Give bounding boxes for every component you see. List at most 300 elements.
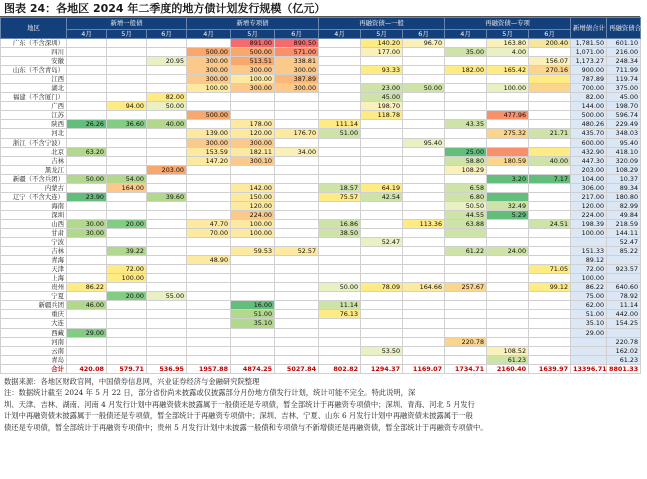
table-row bbox=[1, 346, 641, 355]
value-cell: 177.00 bbox=[361, 48, 403, 57]
value-cell bbox=[403, 355, 445, 364]
value-cell bbox=[319, 355, 361, 364]
value-cell bbox=[487, 292, 529, 301]
value-cell bbox=[147, 129, 187, 138]
value-cell bbox=[275, 156, 319, 165]
value-cell bbox=[107, 75, 147, 84]
region-cell: 重庆 bbox=[1, 310, 67, 319]
value-cell: 338.81 bbox=[275, 57, 319, 66]
value-cell: 58.80 bbox=[445, 156, 487, 165]
table-row bbox=[1, 129, 641, 138]
header-month: 4月 bbox=[319, 30, 361, 39]
value-cell bbox=[403, 201, 445, 210]
value-cell bbox=[403, 301, 445, 310]
value-cell bbox=[187, 247, 231, 256]
value-cell bbox=[67, 247, 107, 256]
value-cell bbox=[187, 274, 231, 283]
total-cell: 306.00 bbox=[571, 183, 607, 192]
value-cell bbox=[487, 192, 529, 201]
value-cell: 32.49 bbox=[487, 201, 529, 210]
value-cell bbox=[147, 346, 187, 355]
value-cell bbox=[529, 147, 571, 156]
value-cell: 52.47 bbox=[361, 238, 403, 247]
value-cell bbox=[67, 138, 107, 147]
value-cell: 100.00 bbox=[231, 219, 275, 228]
total-cell bbox=[571, 355, 607, 364]
region-cell: 山东（不含青岛） bbox=[1, 66, 67, 75]
value-cell bbox=[275, 183, 319, 192]
value-cell bbox=[361, 57, 403, 66]
value-cell bbox=[147, 84, 187, 93]
value-cell bbox=[445, 301, 487, 310]
value-cell bbox=[275, 201, 319, 210]
total-cell: 787.89 bbox=[571, 75, 607, 84]
total-value: 802.82 bbox=[319, 364, 361, 373]
value-cell: 70.00 bbox=[187, 228, 231, 237]
table-row bbox=[1, 93, 641, 102]
value-cell bbox=[319, 247, 361, 256]
table-row bbox=[1, 147, 641, 156]
value-cell bbox=[147, 238, 187, 247]
value-cell bbox=[275, 283, 319, 292]
total-cell: 85.22 bbox=[607, 247, 641, 256]
footnote-line: 债还是专项债，暂全部统计于再融资专项债中；贵州 5 月发行计划中未披露一般债和专项债与不新增债还是再融资债，暂全部统计于再融资专项债中。 bbox=[4, 422, 488, 432]
total-cell: 162.02 bbox=[607, 346, 641, 355]
total-cell: 51.00 bbox=[571, 310, 607, 319]
total-cell: 151.33 bbox=[571, 247, 607, 256]
value-cell: 42.54 bbox=[361, 192, 403, 201]
table-row bbox=[1, 48, 641, 57]
value-cell bbox=[187, 238, 231, 247]
value-cell bbox=[67, 165, 107, 174]
value-cell: 100.00 bbox=[487, 84, 529, 93]
value-cell bbox=[361, 129, 403, 138]
value-cell bbox=[107, 129, 147, 138]
value-cell bbox=[187, 39, 231, 48]
value-cell bbox=[187, 301, 231, 310]
value-cell bbox=[67, 201, 107, 210]
value-cell bbox=[67, 310, 107, 319]
total-cell: 447.30 bbox=[571, 156, 607, 165]
total-cell: 82.00 bbox=[571, 93, 607, 102]
value-cell bbox=[67, 210, 107, 219]
value-cell bbox=[319, 39, 361, 48]
region-cell: 浙江（不含宁波） bbox=[1, 138, 67, 147]
value-cell: 387.89 bbox=[275, 75, 319, 84]
value-cell bbox=[147, 355, 187, 364]
value-cell bbox=[67, 238, 107, 247]
value-cell bbox=[487, 75, 529, 84]
page-title: 图表 24：各地区 2024 年二季度的地方债计划发行规模（亿元） bbox=[0, 0, 640, 17]
total-cell: 320.09 bbox=[607, 156, 641, 165]
total-cell: 61.23 bbox=[607, 355, 641, 364]
value-cell bbox=[107, 48, 147, 57]
value-cell: 300.00 bbox=[231, 84, 275, 93]
total-cell: 600.00 bbox=[571, 138, 607, 147]
total-cell: 700.00 bbox=[571, 84, 607, 93]
region-cell: 深圳 bbox=[1, 210, 67, 219]
value-cell: 5.29 bbox=[487, 210, 529, 219]
value-cell bbox=[445, 129, 487, 138]
table-row bbox=[1, 111, 641, 120]
value-cell: 198.70 bbox=[361, 102, 403, 111]
total-cell: 144.00 bbox=[571, 102, 607, 111]
value-cell bbox=[361, 174, 403, 183]
value-cell bbox=[529, 337, 571, 346]
header-group: 再融资债—一般 bbox=[319, 18, 445, 30]
region-cell: 新疆兵团 bbox=[1, 301, 67, 310]
value-cell bbox=[403, 292, 445, 301]
header-month: 6月 bbox=[147, 30, 187, 39]
value-cell: 48.90 bbox=[187, 256, 231, 265]
value-cell bbox=[147, 174, 187, 183]
value-cell bbox=[275, 238, 319, 247]
value-cell bbox=[107, 256, 147, 265]
value-cell bbox=[361, 292, 403, 301]
table-row bbox=[1, 138, 641, 147]
total-cell: 78.92 bbox=[607, 292, 641, 301]
value-cell: 39.22 bbox=[107, 247, 147, 256]
value-cell: 500.00 bbox=[187, 48, 231, 57]
header-month: 5月 bbox=[107, 30, 147, 39]
value-cell bbox=[319, 156, 361, 165]
value-cell bbox=[231, 256, 275, 265]
value-cell: 54.00 bbox=[107, 174, 147, 183]
value-cell: 50.00 bbox=[403, 84, 445, 93]
value-cell: 147.20 bbox=[187, 156, 231, 165]
value-cell bbox=[529, 238, 571, 247]
value-cell bbox=[403, 111, 445, 120]
table-row bbox=[1, 219, 641, 228]
value-cell: 21.71 bbox=[529, 129, 571, 138]
value-cell bbox=[445, 228, 487, 237]
total-cell: 218.59 bbox=[607, 219, 641, 228]
value-cell bbox=[403, 274, 445, 283]
value-cell bbox=[67, 111, 107, 120]
value-cell bbox=[319, 75, 361, 84]
value-cell bbox=[275, 337, 319, 346]
value-cell: 4.00 bbox=[487, 48, 529, 57]
value-cell bbox=[107, 57, 147, 66]
total-cell: 86.22 bbox=[571, 283, 607, 292]
value-cell bbox=[445, 93, 487, 102]
value-cell bbox=[147, 247, 187, 256]
value-cell: 300.00 bbox=[275, 84, 319, 93]
value-cell bbox=[403, 228, 445, 237]
value-cell bbox=[275, 228, 319, 237]
value-cell: 30.00 bbox=[67, 219, 107, 228]
value-cell: 890.50 bbox=[275, 39, 319, 48]
value-cell bbox=[107, 93, 147, 102]
value-cell bbox=[147, 274, 187, 283]
value-cell bbox=[187, 337, 231, 346]
value-cell: 16.00 bbox=[231, 301, 275, 310]
region-cell: 青海 bbox=[1, 256, 67, 265]
value-cell bbox=[319, 102, 361, 111]
region-cell: 安徽 bbox=[1, 57, 67, 66]
value-cell: 139.00 bbox=[187, 129, 231, 138]
value-cell: 176.70 bbox=[275, 129, 319, 138]
value-cell: 61.23 bbox=[487, 355, 529, 364]
value-cell bbox=[67, 265, 107, 274]
header-region: 地区 bbox=[1, 18, 67, 39]
total-cell: 1,781.50 bbox=[571, 39, 607, 48]
value-cell bbox=[187, 183, 231, 192]
value-cell bbox=[147, 48, 187, 57]
value-cell bbox=[361, 138, 403, 147]
value-cell bbox=[445, 292, 487, 301]
total-cell: 900.00 bbox=[571, 66, 607, 75]
region-cell: 河南 bbox=[1, 337, 67, 346]
total-cell: 10.37 bbox=[607, 174, 641, 183]
table-row bbox=[1, 238, 641, 247]
value-cell bbox=[107, 210, 147, 219]
value-cell bbox=[361, 147, 403, 156]
value-cell bbox=[147, 319, 187, 328]
header-group: 新增债合计 bbox=[571, 18, 607, 39]
value-cell bbox=[147, 39, 187, 48]
total-cell bbox=[571, 346, 607, 355]
total-cell: 95.40 bbox=[607, 138, 641, 147]
value-cell bbox=[403, 310, 445, 319]
region-cell: 云南 bbox=[1, 346, 67, 355]
value-cell bbox=[361, 75, 403, 84]
table-row bbox=[1, 210, 641, 219]
total-cell: 216.00 bbox=[607, 48, 641, 57]
value-cell: 44.55 bbox=[445, 210, 487, 219]
total-cell bbox=[607, 256, 641, 265]
value-cell bbox=[275, 102, 319, 111]
table-row bbox=[1, 39, 641, 48]
value-cell bbox=[529, 319, 571, 328]
total-cell: 596.74 bbox=[607, 111, 641, 120]
value-cell: 150.00 bbox=[231, 192, 275, 201]
value-cell: 203.00 bbox=[147, 165, 187, 174]
value-cell bbox=[187, 265, 231, 274]
value-cell bbox=[361, 201, 403, 210]
value-cell bbox=[529, 292, 571, 301]
value-cell: 891.00 bbox=[231, 39, 275, 48]
value-cell bbox=[361, 256, 403, 265]
value-cell bbox=[403, 210, 445, 219]
value-cell bbox=[319, 147, 361, 156]
value-cell bbox=[403, 165, 445, 174]
value-cell: 94.00 bbox=[107, 102, 147, 111]
region-cell: 大连 bbox=[1, 319, 67, 328]
value-cell bbox=[529, 102, 571, 111]
value-cell: 11.14 bbox=[319, 301, 361, 310]
value-cell: 43.35 bbox=[445, 120, 487, 129]
total-cell: 640.60 bbox=[607, 283, 641, 292]
value-cell: 30.00 bbox=[67, 228, 107, 237]
value-cell bbox=[147, 310, 187, 319]
value-cell bbox=[231, 337, 275, 346]
value-cell bbox=[529, 165, 571, 174]
value-cell: 300.00 bbox=[187, 75, 231, 84]
value-cell: 300.00 bbox=[187, 138, 231, 147]
value-cell bbox=[67, 93, 107, 102]
total-cell: 45.00 bbox=[607, 93, 641, 102]
source-note: 数据来源：各地区财政官网，中国债券信息网，兴业证券经济与金融研究院整理 bbox=[4, 376, 260, 386]
value-cell bbox=[147, 328, 187, 337]
footnote-line: 注：数据统计截至 2024 年 5 月 22 日，部分省份尚未披露或仅披露部分月份地方债发行计划，统计可能不完全。特此说明，深 bbox=[4, 388, 416, 398]
value-cell bbox=[187, 210, 231, 219]
region-cell: 广西 bbox=[1, 102, 67, 111]
value-cell bbox=[231, 174, 275, 183]
region-cell: 内蒙古 bbox=[1, 183, 67, 192]
value-cell: 477.96 bbox=[487, 111, 529, 120]
value-cell bbox=[107, 228, 147, 237]
value-cell: 46.00 bbox=[67, 301, 107, 310]
footnote-line: 计划中再融资债未披露属于一般债还是专项债，暂全部统计于再融资专项债中；深圳、吉林、宁夏、山东 6 月发行计划中再融资债未披露属于一般 bbox=[4, 411, 473, 421]
total-value: 4874.25 bbox=[231, 364, 275, 373]
value-cell: 55.00 bbox=[147, 292, 187, 301]
value-cell bbox=[487, 138, 529, 147]
value-cell: 35.00 bbox=[445, 48, 487, 57]
value-cell bbox=[67, 57, 107, 66]
notes bbox=[0, 374, 640, 434]
value-cell bbox=[487, 337, 529, 346]
region-cell: 四川 bbox=[1, 48, 67, 57]
value-cell bbox=[107, 283, 147, 292]
value-cell bbox=[445, 319, 487, 328]
value-cell bbox=[403, 66, 445, 75]
value-cell: 25.00 bbox=[445, 147, 487, 156]
value-cell bbox=[319, 48, 361, 57]
value-cell: 78.09 bbox=[361, 283, 403, 292]
value-cell: 108.52 bbox=[487, 346, 529, 355]
value-cell bbox=[107, 156, 147, 165]
value-cell bbox=[67, 48, 107, 57]
region-cell: 甘肃 bbox=[1, 228, 67, 237]
value-cell bbox=[231, 165, 275, 174]
region-cell: 新疆（不含兵团） bbox=[1, 174, 67, 183]
table-row bbox=[1, 201, 641, 210]
value-cell bbox=[529, 120, 571, 129]
value-cell: 513.51 bbox=[231, 57, 275, 66]
value-cell bbox=[361, 247, 403, 256]
value-cell: 50.00 bbox=[319, 283, 361, 292]
total-cell: 220.78 bbox=[607, 337, 641, 346]
value-cell bbox=[487, 319, 529, 328]
value-cell: 18.57 bbox=[319, 183, 361, 192]
value-cell bbox=[445, 102, 487, 111]
value-cell: 99.12 bbox=[529, 283, 571, 292]
value-cell bbox=[403, 328, 445, 337]
value-cell: 100.00 bbox=[187, 84, 231, 93]
total-cell: 144.11 bbox=[607, 228, 641, 237]
value-cell bbox=[319, 346, 361, 355]
value-cell bbox=[275, 328, 319, 337]
value-cell: 270.16 bbox=[529, 66, 571, 75]
value-cell bbox=[403, 337, 445, 346]
value-cell bbox=[487, 238, 529, 247]
value-cell bbox=[147, 301, 187, 310]
value-cell bbox=[275, 165, 319, 174]
value-cell bbox=[107, 355, 147, 364]
value-cell bbox=[275, 138, 319, 147]
value-cell bbox=[67, 66, 107, 75]
total-cell: 100.00 bbox=[571, 274, 607, 283]
value-cell bbox=[275, 355, 319, 364]
table-row bbox=[1, 310, 641, 319]
value-cell: 300.00 bbox=[275, 66, 319, 75]
value-cell: 63.20 bbox=[67, 147, 107, 156]
value-cell bbox=[529, 138, 571, 147]
value-cell bbox=[275, 310, 319, 319]
table-row bbox=[1, 192, 641, 201]
value-cell bbox=[275, 292, 319, 301]
value-cell bbox=[319, 256, 361, 265]
total-cell: 229.49 bbox=[607, 120, 641, 129]
value-cell bbox=[67, 183, 107, 192]
footnote-line: 圳、天津、吉林、湖南、河南 4 月发行计划中再融资债未披露属于一般债还是专项债，暂全部统计于再融资专项债中；深圳、青海、河北 5 月发行 bbox=[4, 399, 475, 409]
value-cell: 118.78 bbox=[361, 111, 403, 120]
total-value: 2160.40 bbox=[487, 364, 529, 373]
value-cell bbox=[445, 174, 487, 183]
value-cell bbox=[319, 201, 361, 210]
value-cell: 23.00 bbox=[361, 84, 403, 93]
value-cell bbox=[275, 319, 319, 328]
value-cell bbox=[107, 66, 147, 75]
value-cell bbox=[529, 346, 571, 355]
value-cell bbox=[187, 165, 231, 174]
value-cell: 100.00 bbox=[231, 228, 275, 237]
value-cell bbox=[487, 57, 529, 66]
value-cell: 500.00 bbox=[231, 48, 275, 57]
value-cell: 26.26 bbox=[67, 120, 107, 129]
value-cell bbox=[231, 111, 275, 120]
value-cell bbox=[403, 147, 445, 156]
value-cell bbox=[361, 228, 403, 237]
value-cell: 34.00 bbox=[275, 147, 319, 156]
value-cell bbox=[275, 256, 319, 265]
total-cell bbox=[571, 337, 607, 346]
total-cell: 348.03 bbox=[607, 129, 641, 138]
value-cell bbox=[107, 39, 147, 48]
value-cell: 100.00 bbox=[107, 274, 147, 283]
total-cell: 1,071.00 bbox=[571, 48, 607, 57]
value-cell: 64.19 bbox=[361, 183, 403, 192]
value-cell bbox=[107, 319, 147, 328]
value-cell: 500.00 bbox=[187, 111, 231, 120]
total-cell: 89.12 bbox=[571, 256, 607, 265]
total-value: 579.71 bbox=[107, 364, 147, 373]
value-cell bbox=[67, 256, 107, 265]
total-cell: 217.00 bbox=[571, 192, 607, 201]
total-cell bbox=[571, 238, 607, 247]
value-cell: 275.32 bbox=[487, 129, 529, 138]
total-cell: 432.90 bbox=[571, 147, 607, 156]
value-cell bbox=[231, 102, 275, 111]
region-cell: 辽宁（不含大连） bbox=[1, 192, 67, 201]
value-cell bbox=[445, 274, 487, 283]
value-cell bbox=[319, 292, 361, 301]
total-row bbox=[1, 364, 641, 373]
total-cell: 248.34 bbox=[607, 57, 641, 66]
value-cell bbox=[445, 75, 487, 84]
table-row bbox=[1, 328, 641, 337]
table-row bbox=[1, 156, 641, 165]
value-cell bbox=[319, 210, 361, 219]
value-cell bbox=[275, 346, 319, 355]
value-cell: 300.00 bbox=[231, 138, 275, 147]
header-month: 5月 bbox=[231, 30, 275, 39]
total-value: 8801.33 bbox=[607, 364, 641, 373]
value-cell bbox=[529, 84, 571, 93]
value-cell bbox=[275, 93, 319, 102]
total-value: 5027.84 bbox=[275, 364, 319, 373]
